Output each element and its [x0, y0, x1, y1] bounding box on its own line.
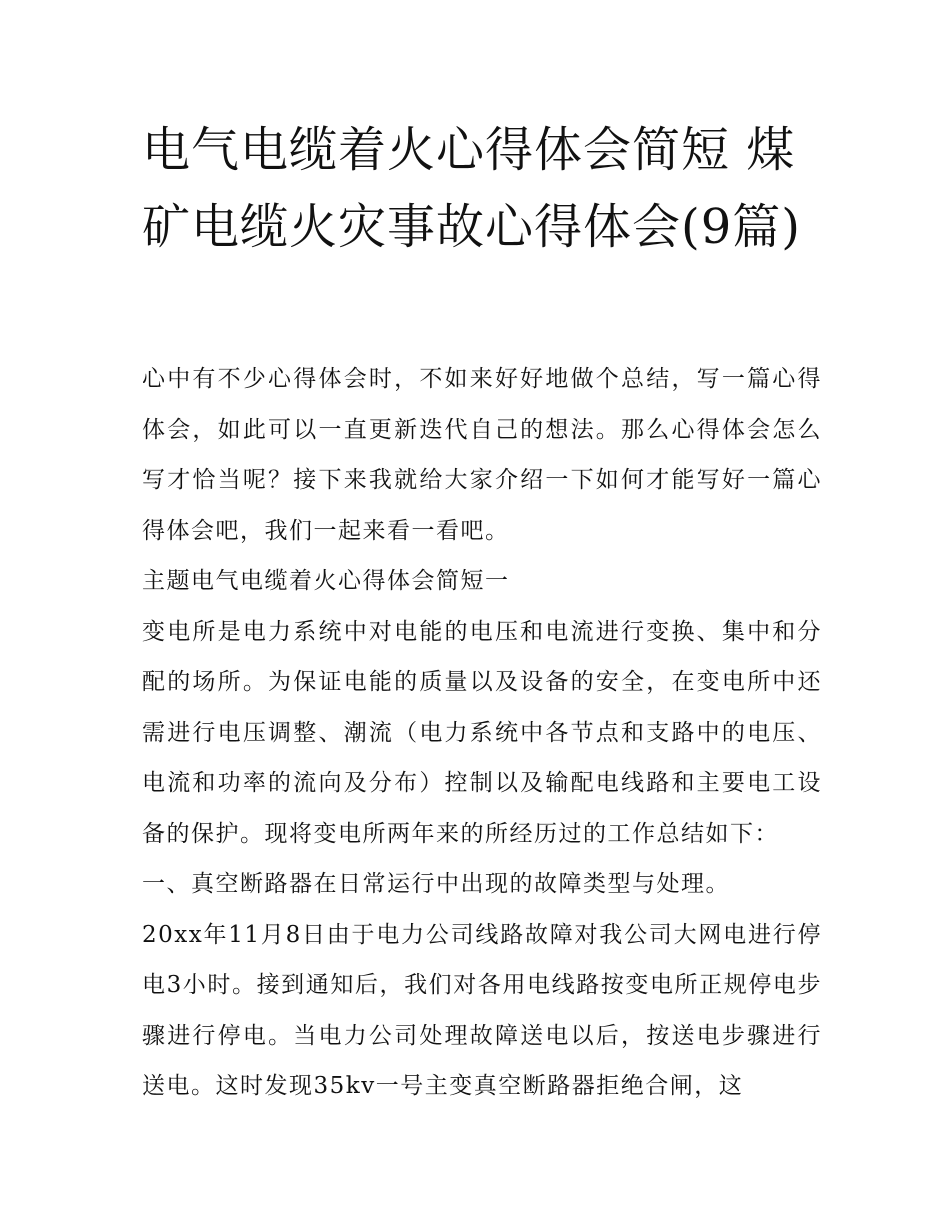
document-body	[142, 354, 822, 1112]
section-heading: 主题电气电缆着火心得体会简短一	[142, 568, 510, 594]
body-paragraph: 变电所是电力系统中对电能的电压和电流进行变换、集中和分配的场所。为保证电能的质量以及设备的安全，在变电所中还需进行电压调整、潮流（电力系统中各节点和支路中的电压、电流和功率的流向及分布）控制以及输配电线路和主要电工设备的保护。现将变电所两年来的所经历过的工作总结如下：	[142, 618, 822, 847]
subsection-heading: 一、真空断路器在日常运行中出现的故障类型与处理。	[142, 871, 730, 897]
document-title: 电气电缆着火心得体会简短 煤矿电缆火灾事故心得体会(9篇)	[142, 122, 801, 255]
body-paragraph: 20xx年11月8日由于电力公司线路故障对我公司大网电进行停电3小时。接到通知后，我们对各用电线路按变电所正规停电步骤进行停电。当电力公司处理故障送电以后，按送电步骤进行送电。这时发现35kv一号主变真空断路器拒绝合闸，这	[142, 921, 822, 1099]
intro-paragraph: 心中有不少心得体会时，不如来好好地做个总结，写一篇心得体会，如此可以一直更新迭代自己的想法。那么心得体会怎么写才恰当呢？接下来我就给大家介绍一下如何才能写好一篇心得体会吧，我们一起来看一看吧。	[142, 366, 822, 544]
